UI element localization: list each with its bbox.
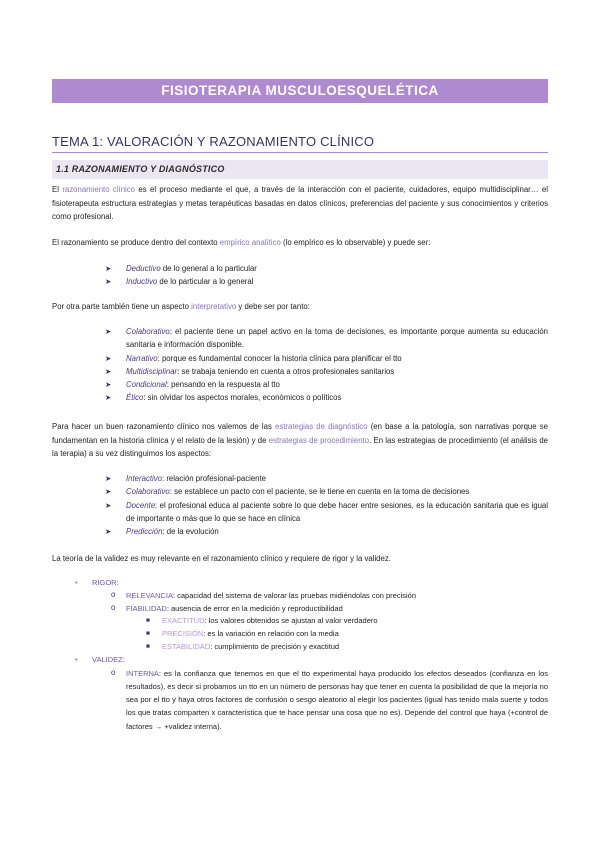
arrow-bullet-icon: ➤ bbox=[105, 366, 112, 376]
proc-term: Docente bbox=[126, 500, 156, 510]
arrow-bullet-icon: ➤ bbox=[105, 500, 112, 510]
interna-text: : es la confianza que tenemos en que el tto experimental haya producido los efectos deseados (confianza en los resultados), es decir si probamos un tto en un número de personas hay que tener en cuenta la posibilidad de que la mejoría no sea por el tto y haya otros factores de confusión o sesgo aleatorio al elegir los pacientes (igual has tenido mala suerte y todos los que tratas comparten x característica que te hace pensar una cosa que no es). Depende del control que haya (+control de factores → +validez interna). bbox=[126, 668, 548, 731]
topic-title: TEMA 1: VALORACIÓN Y RAZONAMIENTO CLÍNICO bbox=[52, 134, 375, 149]
list-item bbox=[105, 525, 548, 538]
validity-intro: La teoría de la validez es muy relevante en el razonamiento clínico y requiere de rigor y la validez. bbox=[52, 554, 391, 563]
proc-term: Interactivo bbox=[126, 474, 162, 483]
section-title: 1.1 RAZONAMIENTO Y DIAGNÓSTICO bbox=[52, 160, 548, 179]
arrow-bullet-icon: ➤ bbox=[105, 277, 112, 287]
mode-term: Inductivo bbox=[126, 277, 158, 287]
arrow-bullet-icon: ➤ bbox=[105, 393, 112, 403]
strategies-text-a: Para hacer un buen razonamiento clínico nos valemos de las bbox=[52, 422, 275, 431]
square-bullet-icon: ■ bbox=[146, 617, 150, 625]
interp-text-a: Por otra parte también tiene un aspecto bbox=[52, 302, 192, 311]
procedure-list bbox=[105, 472, 548, 538]
interna-label: INTERNA bbox=[126, 668, 159, 678]
square-bullet-icon: ■ bbox=[146, 630, 150, 638]
arrow-bullet-icon: ➤ bbox=[105, 527, 112, 537]
list-item bbox=[105, 378, 548, 391]
interp-term: Multidisciplinar bbox=[126, 366, 178, 376]
term-razonamiento-clinico: razonamiento clínico bbox=[62, 185, 136, 194]
list-item bbox=[105, 275, 548, 288]
validez-item bbox=[75, 654, 548, 667]
intro-text-a: El bbox=[52, 185, 63, 194]
list-item bbox=[105, 472, 548, 485]
exactitud-label: EXACTITUD bbox=[162, 616, 205, 626]
fiabilidad-text: : ausencia de error en la medición y reproductibilidad bbox=[166, 603, 343, 613]
proc-term: Colaborativo bbox=[126, 487, 170, 497]
list-item bbox=[105, 325, 548, 352]
relevancia-item bbox=[92, 590, 548, 603]
circle-bullet-icon: o bbox=[111, 602, 116, 612]
proc-term: Predicción bbox=[126, 527, 163, 537]
strategies-paragraph bbox=[52, 420, 548, 461]
mode-term: Deductivo bbox=[126, 264, 161, 273]
context-text-a: El razonamiento se produce dentro del contexto bbox=[52, 238, 220, 247]
interp-term: Ético bbox=[126, 393, 144, 403]
rigor-item bbox=[75, 577, 548, 590]
term-estrategias-diagnostico: estrategias de diagnóstico bbox=[275, 422, 368, 431]
proc-text: : se establece un pacto con el paciente, se le tiene en cuenta en la toma de decisiones bbox=[169, 487, 470, 497]
validez-label: VALIDEZ: bbox=[92, 654, 125, 664]
interpretive-paragraph bbox=[52, 300, 548, 314]
interp-text: : se trabaja teniendo en cuenta a otros profesionales sanitarios bbox=[177, 366, 395, 376]
interp-text: : pensando en la respuesta al tto bbox=[166, 380, 280, 390]
circle-bullet-icon: o bbox=[111, 667, 116, 677]
precision-item bbox=[92, 628, 548, 641]
mode-text: de lo general a lo particular bbox=[160, 264, 257, 273]
exactitud-text: : los valores obtenidos se ajustan al valor verdadero bbox=[204, 616, 378, 626]
exactitud-item bbox=[92, 615, 548, 628]
interp-text: : sin olvidar los aspectos morales, económicos o políticos bbox=[143, 393, 342, 403]
strategies-text-c: . En las estrategias de procedimiento (el análisis de la terapia) a su vez distinguimos los aspectos: bbox=[52, 435, 548, 458]
dot-bullet-icon: • bbox=[75, 654, 78, 664]
reasoning-modes-list bbox=[105, 262, 548, 289]
relevancia-label: RELEVANCIA bbox=[126, 590, 173, 600]
interp-text: : porque es fundamental conocer la historia clínica para planificar el tto bbox=[157, 353, 402, 363]
precision-label: PRECISIÓN bbox=[162, 629, 204, 639]
circle-bullet-icon: o bbox=[111, 589, 116, 599]
title-divider bbox=[52, 152, 548, 153]
estabilidad-item bbox=[92, 641, 548, 654]
validity-list bbox=[75, 577, 548, 733]
strategies-text-b: (en base a la patología, son narrativas porque se fundamentan en la historia clínica y el relato de la lesión) y de bbox=[52, 422, 548, 445]
square-bullet-icon: ■ bbox=[146, 642, 150, 650]
interp-term: Narrativo bbox=[126, 353, 158, 363]
context-paragraph bbox=[52, 236, 548, 250]
term-empirico-analitico: empírico analítico bbox=[219, 238, 281, 247]
proc-text: : el profesional educa al paciente sobre lo que debe hacer entre sesiones, es la educación sanitaria que es igual de importante o más que lo que se hace en clínica bbox=[126, 500, 548, 523]
arrow-bullet-icon: ➤ bbox=[105, 327, 112, 336]
term-interpretativo: interpretativo bbox=[191, 302, 237, 311]
list-item bbox=[105, 485, 548, 498]
dot-bullet-icon: • bbox=[75, 578, 78, 587]
arrow-bullet-icon: ➤ bbox=[105, 264, 112, 273]
fiabilidad-label: FIABILIDAD bbox=[126, 603, 167, 613]
intro-paragraph bbox=[52, 183, 548, 224]
interp-term: Colaborativo bbox=[126, 327, 170, 336]
mode-text: de lo particular a lo general bbox=[157, 277, 254, 287]
interp-text: : el paciente tiene un papel activo en la toma de decisiones, es importante porque aumenta su educación sanitaria e información disponible. bbox=[126, 327, 548, 350]
term-estrategias-procedimiento: estrategias de procedimiento bbox=[268, 435, 370, 445]
list-item bbox=[105, 499, 548, 526]
rigor-label: RIGOR: bbox=[92, 578, 119, 587]
list-item bbox=[105, 262, 548, 275]
interna-item bbox=[92, 667, 548, 733]
arrow-bullet-icon: ➤ bbox=[105, 353, 112, 363]
interp-text-b: y debe ser por tanto: bbox=[236, 302, 310, 311]
interpretive-list bbox=[105, 325, 548, 405]
proc-text: : relación profesional-paciente bbox=[161, 474, 267, 483]
arrow-bullet-icon: ➤ bbox=[105, 380, 112, 390]
list-item bbox=[105, 391, 548, 404]
arrow-bullet-icon: ➤ bbox=[105, 474, 112, 483]
context-text-b: (lo empírico es lo observable) y puede ser: bbox=[280, 238, 431, 247]
fiabilidad-item bbox=[92, 603, 548, 616]
interp-term: Condicional bbox=[126, 380, 167, 390]
intro-text-b: es el proceso mediante el que, a través de la interacción con el paciente, cuidadores, equipo multidisciplinar… el fisioterapeuta estructura estrategias y metas terapéuticas basadas en datos clínicos, preferencias del paciente y sus conocimientos y criterios como profesional. bbox=[52, 185, 548, 221]
list-item bbox=[105, 352, 548, 365]
list-item bbox=[105, 365, 548, 378]
proc-text: : de la evolución bbox=[162, 527, 219, 537]
precision-text: : es la variación en relación con la media bbox=[203, 629, 339, 639]
relevancia-text: : capacidad del sistema de valorar las pruebas midiéndolas con precisión bbox=[172, 590, 417, 600]
estabilidad-text: : cumplimiento de precisión y exactitud bbox=[210, 641, 340, 651]
course-banner: FISIOTERAPIA MUSCULOESQUELÉTICA bbox=[52, 79, 548, 103]
estabilidad-label: ESTABILIDAD bbox=[162, 641, 211, 651]
arrow-bullet-icon: ➤ bbox=[105, 487, 112, 497]
